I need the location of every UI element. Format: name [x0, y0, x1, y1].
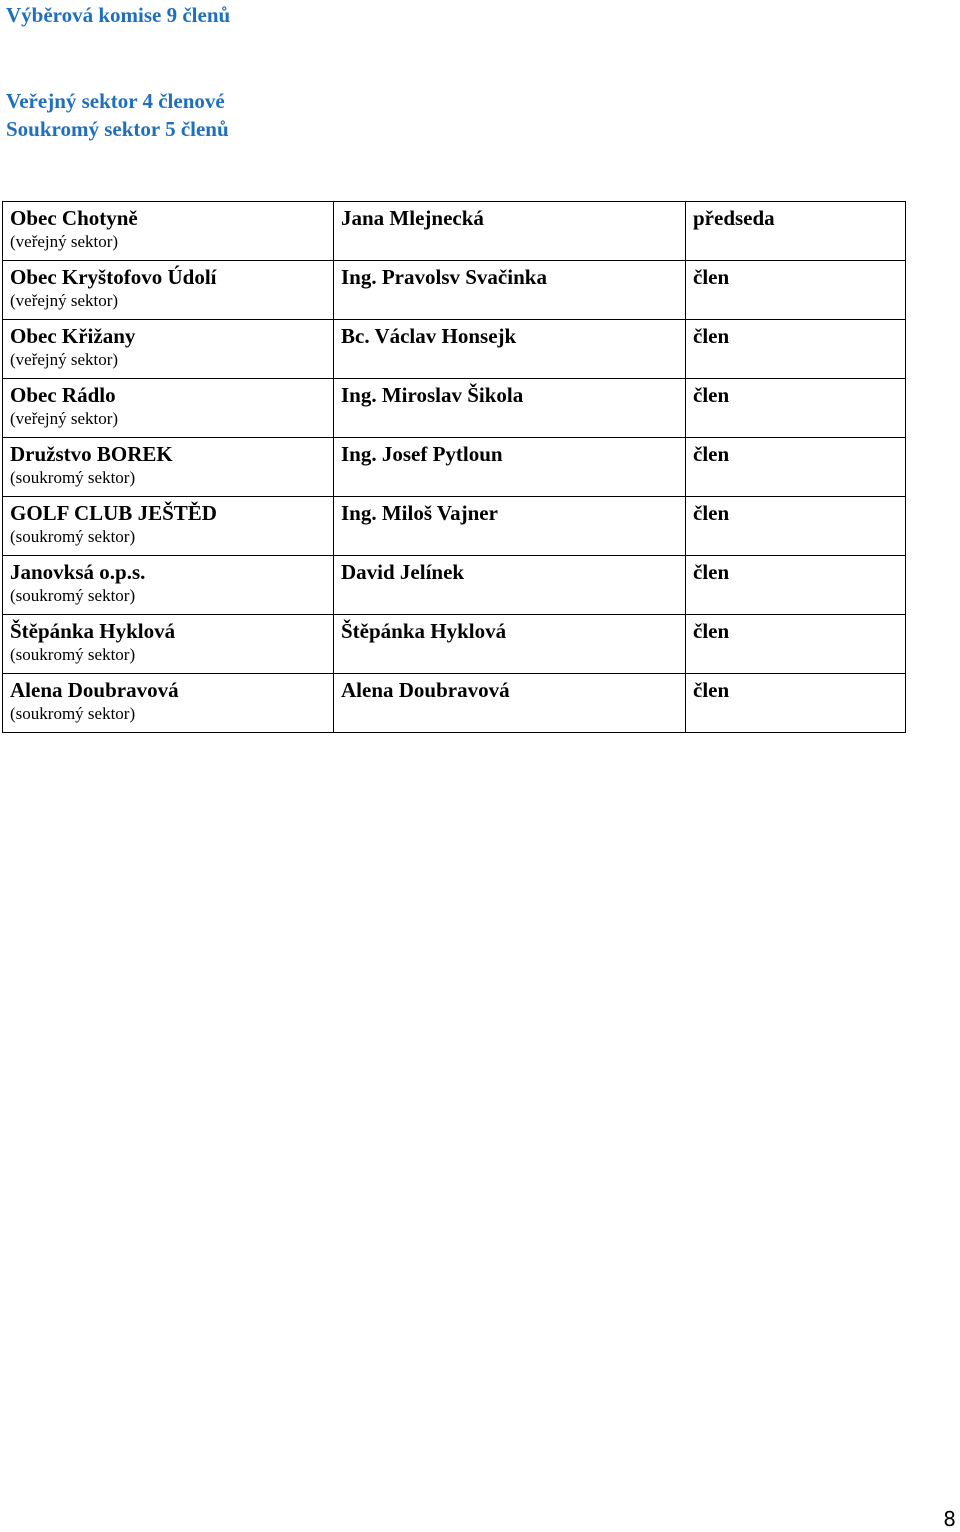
- role-cell: [686, 615, 906, 674]
- organization-cell: [3, 379, 334, 438]
- role-cell: [686, 497, 906, 556]
- member-name-cell: [334, 202, 686, 261]
- member-role: člen: [693, 560, 730, 584]
- organization-cell: [3, 261, 334, 320]
- role-cell: [686, 438, 906, 497]
- member-name-cell: [334, 320, 686, 379]
- sector-label: (soukromý sektor): [10, 468, 136, 487]
- member-name: Jana Mlejnecká: [341, 206, 484, 230]
- organization-cell: [3, 674, 334, 733]
- member-name: Ing. Pravolsv Svačinka: [341, 265, 547, 289]
- member-name: Ing. Miroslav Šikola: [341, 383, 524, 407]
- member-name: Ing. Josef Pytloun: [341, 442, 503, 466]
- role-cell: [686, 320, 906, 379]
- committee-members-table: [2, 201, 906, 733]
- member-role: člen: [693, 265, 730, 289]
- member-role: člen: [693, 619, 730, 643]
- organization-name: Obec Chotyně: [10, 206, 138, 230]
- member-name-cell: [334, 497, 686, 556]
- member-name: Ing. Miloš Vajner: [341, 501, 498, 525]
- role-cell: [686, 674, 906, 733]
- organization-name: Štěpánka Hyklová: [10, 619, 176, 643]
- organization-name: Obec Kryštofovo Údolí: [10, 265, 217, 289]
- public-sector-count-heading: Veřejný sektor 4 členové: [6, 89, 225, 113]
- member-role: předseda: [693, 206, 775, 230]
- member-name-cell: [334, 674, 686, 733]
- organization-cell: [3, 556, 334, 615]
- member-name: Štěpánka Hyklová: [341, 619, 507, 643]
- role-cell: [686, 379, 906, 438]
- sector-label: (veřejný sektor): [10, 350, 119, 369]
- organization-name: Janovksá o.p.s.: [10, 560, 146, 584]
- table-row: [3, 320, 906, 379]
- member-name: Alena Doubravová: [341, 678, 510, 702]
- member-role: člen: [693, 442, 730, 466]
- member-name-cell: [334, 556, 686, 615]
- sector-label: (soukromý sektor): [10, 586, 136, 605]
- organization-cell: [3, 320, 334, 379]
- organization-name: Obec Rádlo: [10, 383, 116, 407]
- role-cell: [686, 261, 906, 320]
- member-role: člen: [693, 324, 730, 348]
- member-name: Bc. Václav Honsejk: [341, 324, 517, 348]
- member-role: člen: [693, 501, 730, 525]
- committee-title: Výběrová komise 9 členů: [6, 3, 231, 27]
- table-row: [3, 438, 906, 497]
- sector-label: (soukromý sektor): [10, 704, 136, 723]
- role-cell: [686, 556, 906, 615]
- sector-label: (soukromý sektor): [10, 527, 136, 546]
- organization-name: Alena Doubravová: [10, 678, 179, 702]
- organization-cell: [3, 438, 334, 497]
- organization-name: Obec Křižany: [10, 324, 136, 348]
- table-row: [3, 674, 906, 733]
- role-cell: [686, 202, 906, 261]
- private-sector-count-heading: Soukromý sektor 5 členů: [6, 117, 229, 141]
- organization-name: GOLF CLUB JEŠTĚD: [10, 501, 217, 525]
- organization-cell: [3, 615, 334, 674]
- table-row: [3, 202, 906, 261]
- member-role: člen: [693, 383, 730, 407]
- member-role: člen: [693, 678, 730, 702]
- member-name-cell: [334, 438, 686, 497]
- page-number: 8: [943, 1507, 956, 1531]
- table-row: [3, 556, 906, 615]
- table-row: [3, 261, 906, 320]
- member-name-cell: [334, 261, 686, 320]
- organization-name: Družstvo BOREK: [10, 442, 173, 466]
- sector-label: (soukromý sektor): [10, 645, 136, 664]
- table-row: [3, 497, 906, 556]
- organization-cell: [3, 202, 334, 261]
- sector-label: (veřejný sektor): [10, 409, 119, 428]
- sector-label: (veřejný sektor): [10, 291, 119, 310]
- sector-label: (veřejný sektor): [10, 232, 119, 251]
- table-row: [3, 379, 906, 438]
- member-name: David Jelínek: [341, 560, 465, 584]
- table-row: [3, 615, 906, 674]
- member-name-cell: [334, 379, 686, 438]
- member-name-cell: [334, 615, 686, 674]
- organization-cell: [3, 497, 334, 556]
